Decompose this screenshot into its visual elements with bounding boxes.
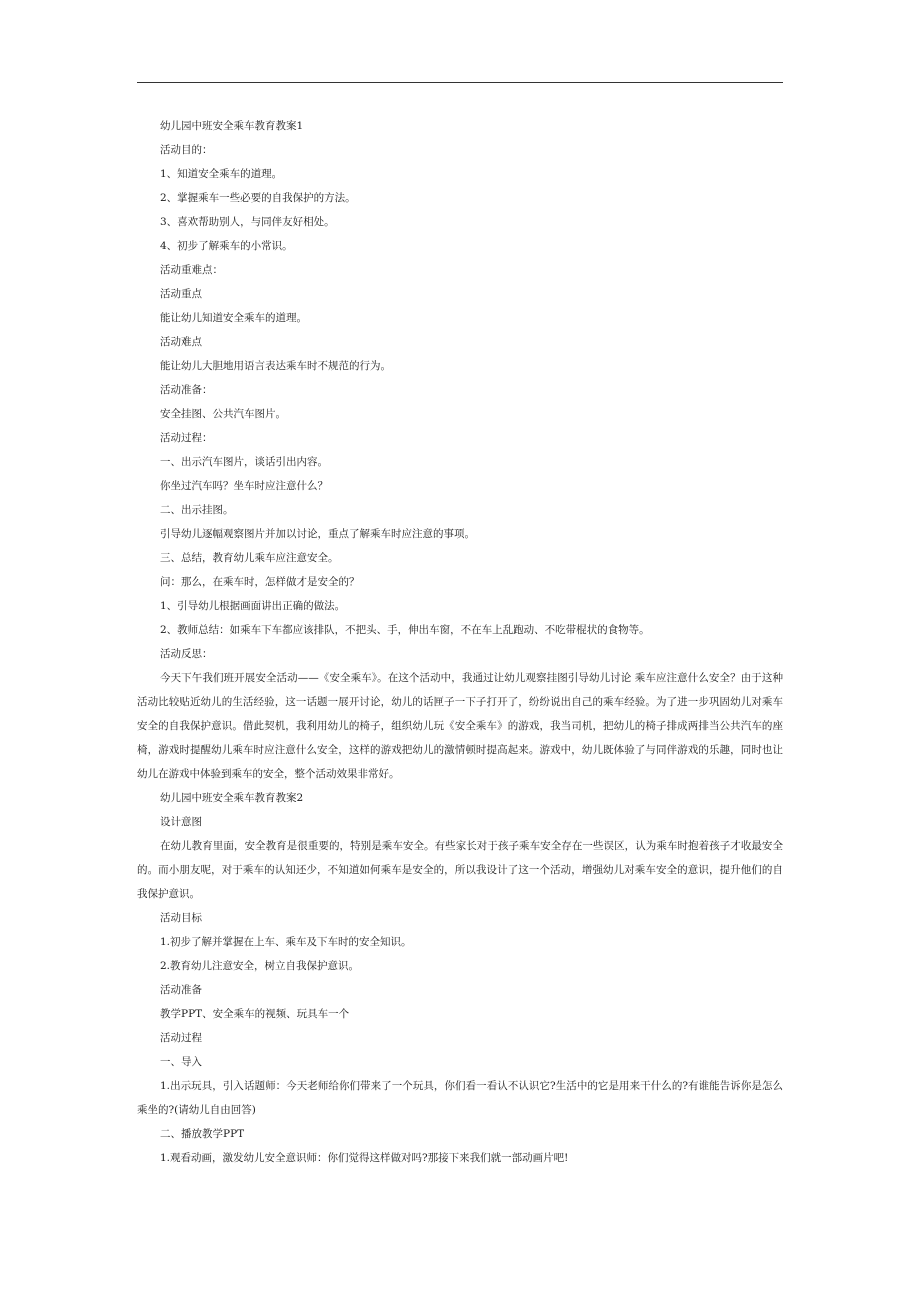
doc1-prep-heading: 活动准备： [160, 384, 213, 396]
doc1-key-point: 能让幼儿知道安全乘车的道理。 [160, 312, 307, 324]
doc1-goal-2: 2、掌握乘车一些必要的自我保护的方法。 [160, 192, 356, 204]
doc1-goal-3: 3、喜欢帮助别人，与同伴友好相处。 [160, 216, 335, 228]
doc1-goal-heading: 活动目的： [160, 144, 213, 156]
doc1-process-5: 三、总结，教育幼儿乘车应注意安全。 [160, 552, 339, 564]
doc2-design-heading: 设计意图 [160, 816, 202, 828]
doc1-process-6: 问：那么，在乘车时，怎样做才是安全的？ [160, 576, 360, 588]
doc2-prep: 教学PPT、安全乘车的视频、玩具车一个 [160, 1008, 350, 1020]
doc1-process-7: 1、引导幼儿根据画面讲出正确的做法。 [160, 600, 346, 612]
doc2-design-paragraph: 在幼儿教育里面，安全教育是很重要的，特别是乘车安全。有些家长对于孩子乘车安全存在一些误区，认为乘车时抱着孩子才收最安全的。而小朋友呢，对于乘车的认知还少，不知道如何乘车是安全的，所以我设计了这一个活动，增强幼儿对乘车安全的意识，提升他们的自我保护意识。 [137, 840, 783, 900]
doc1-key-point-label: 活动重点 [160, 288, 202, 300]
doc1-process-3: 二、出示挂图。 [160, 504, 234, 516]
doc1-goal-1: 1、知道安全乘车的道理。 [160, 168, 283, 180]
document-body [137, 114, 783, 1170]
doc1-title: 幼儿园中班安全乘车教育教案1 [160, 120, 304, 132]
doc2-title: 幼儿园中班安全乘车教育教案2 [160, 792, 304, 804]
doc2-prep-heading: 活动准备 [160, 984, 202, 996]
doc2-step1-paragraph: 1.出示玩具，引入话题师：今天老师给你们带来了一个玩具，你们看一看认不认识它?生活中的它是用来干什么的?有谁能告诉你是怎么乘坐的?(请幼儿自由回答) [137, 1080, 783, 1116]
doc1-process-2: 你坐过汽车吗？坐车时应注意什么？ [160, 480, 328, 492]
doc2-goal-heading: 活动目标 [160, 912, 202, 924]
doc2-goal-1: 1.初步了解并掌握在上车、乘车及下车时的安全知识。 [160, 936, 412, 948]
doc1-goal-4: 4、初步了解乘车的小常识。 [160, 240, 293, 252]
doc2-step2-line: 1.观看动画，激发幼儿安全意识师：你们觉得这样做对吗?那接下来我们就一部动画片吧! [160, 1152, 569, 1164]
doc2-step1: 一、导入 [160, 1056, 202, 1068]
doc1-process-4: 引导幼儿逐幅观察图片并加以讨论，重点了解乘车时应注意的事项。 [160, 528, 475, 540]
doc1-process-heading: 活动过程： [160, 432, 213, 444]
header-rule [137, 82, 783, 83]
doc2-step2: 二、播放教学PPT [160, 1128, 245, 1140]
doc1-process-8: 2、教师总结：如乘车下车都应该排队，不把头、手，伸出车窗，不在车上乱跑动、不吃带棍状的食物等。 [160, 624, 650, 636]
doc1-key-heading: 活动重难点： [160, 264, 223, 276]
doc1-reflection-heading: 活动反思： [160, 648, 213, 660]
doc2-goal-2: 2.教育幼儿注意安全，树立自我保护意识。 [160, 960, 360, 972]
doc1-difficulty: 能让幼儿大胆地用语言表达乘车时不规范的行为。 [160, 360, 391, 372]
doc2-process-heading: 活动过程 [160, 1032, 202, 1044]
doc1-reflection-paragraph: 今天下午我们班开展安全活动——《安全乘车》。在这个活动中，我通过让幼儿观察挂图引导幼儿讨论 乘车应注意什么安全？由于这种活动比较贴近幼儿的生活经验，这一话题一展开讨论，幼儿的话匣子一下子打开了，纷纷说出自己的乘车经验。为了进一步巩固幼儿对乘车安全的自我保护意识。借此契机，我利用幼儿的椅子，组织幼儿玩《安全乘车》的游戏，我当司机，把幼儿的椅子排成两排当公共汽车的座椅，游戏时提醒幼儿乘车时应注意什么安全，这样的游戏把幼儿的激情顿时提高起来。游戏中，幼儿既体验了与同伴游戏的乐趣，同时也让幼儿在游戏中体验到乘车的安全，整个活动效果非常好。 [137, 672, 783, 780]
doc1-prep: 安全挂图、公共汽车图片。 [160, 408, 286, 420]
doc1-process-1: 一、出示汽车图片，谈话引出内容。 [160, 456, 328, 468]
doc1-difficulty-label: 活动难点 [160, 336, 202, 348]
